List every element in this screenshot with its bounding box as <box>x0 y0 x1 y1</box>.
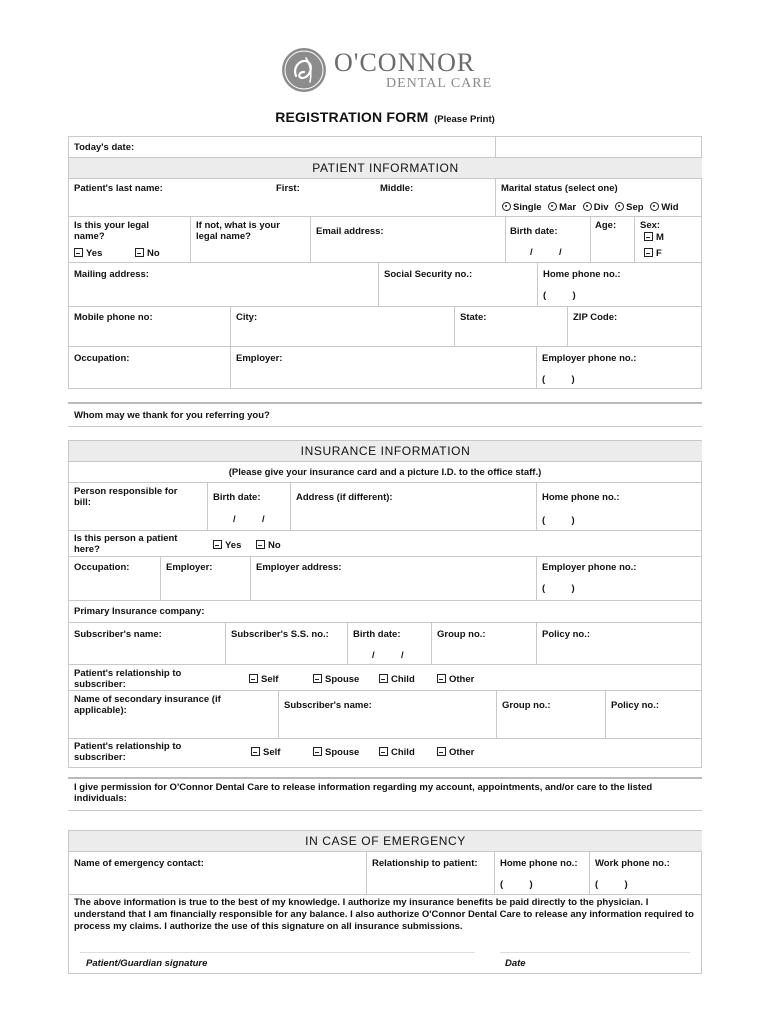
mobile-phone-label: Mobile phone no: <box>74 312 153 323</box>
relationship2-label: Patient's relationship to subscriber: <box>74 741 182 763</box>
home-phone-paren: ( ) <box>543 290 576 301</box>
insurance-note: (Please give your insurance card and a picture I.D. to the office staff.) <box>228 467 542 478</box>
radio-icon <box>583 202 592 211</box>
legal-no-option[interactable]: No <box>135 247 160 259</box>
logo-name: O'CONNOR <box>334 48 476 77</box>
legal-yes-option[interactable]: Yes <box>74 247 102 259</box>
rel-other[interactable]: Other <box>437 673 474 685</box>
rel-spouse[interactable]: Spouse <box>313 673 359 685</box>
checkbox-icon <box>251 747 260 756</box>
permission-text: I give permission for O'Connor Dental Care to release information regarding my account, appointments, and/or care to the listed individuals: <box>74 782 653 804</box>
checkbox-icon <box>135 248 144 257</box>
middle-name-label: Middle: <box>380 183 414 194</box>
rel-self[interactable]: Self <box>249 673 278 685</box>
signature-label: Patient/Guardian signature <box>86 958 208 969</box>
emergency-home-phone-label: Home phone no.: <box>500 858 578 869</box>
mailing-address-label: Mailing address: <box>74 269 149 280</box>
is-patient-no[interactable]: No <box>256 539 281 551</box>
city-label: City: <box>236 312 258 323</box>
insurance-heading: INSURANCE INFORMATION <box>69 440 702 462</box>
logo-sub: DENTAL CARE <box>386 76 493 91</box>
checkbox-icon <box>644 232 653 241</box>
patient-heading: PATIENT INFORMATION <box>69 157 702 179</box>
emergency-relationship-label: Relationship to patient: <box>372 858 478 869</box>
rel2-other[interactable]: Other <box>437 746 474 758</box>
last-name-label: Patient's last name: <box>74 183 163 194</box>
checkbox-icon <box>74 248 83 257</box>
marital-div[interactable]: Div <box>583 202 609 213</box>
marital-options <box>502 201 679 213</box>
occupation-label: Occupation: <box>74 353 130 364</box>
group2-label: Group no.: <box>502 700 551 711</box>
resp-occupation-label: Occupation: <box>74 562 130 573</box>
resp-home-phone-paren: ( ) <box>542 515 575 526</box>
zip-label: ZIP Code: <box>573 312 618 323</box>
primary-company-label: Primary Insurance company: <box>74 606 205 617</box>
group-label: Group no.: <box>437 629 486 640</box>
checkbox-icon <box>644 248 653 257</box>
subscriber-ssn-label: Subscriber's S.S. no.: <box>231 629 329 640</box>
resp-employer-label: Employer: <box>166 562 213 573</box>
checkbox-icon <box>313 747 322 756</box>
marital-wid[interactable]: Wid <box>650 202 678 213</box>
emergency-home-paren: ( ) <box>500 879 533 890</box>
ssn-label: Social Security no.: <box>384 269 473 280</box>
radio-icon <box>615 202 624 211</box>
resp-birth-slashes: / / <box>233 514 265 525</box>
signature-date-label: Date <box>505 958 526 969</box>
resp-employer-phone-label: Employer phone no.: <box>542 562 637 573</box>
rel2-self[interactable]: Self <box>251 746 280 758</box>
logo <box>280 44 495 96</box>
birth-date-label: Birth date: <box>510 226 558 237</box>
birth-date-slashes: / / <box>530 247 562 258</box>
employer-label: Employer: <box>236 353 283 364</box>
age-label: Age: <box>595 220 617 231</box>
resp-employer-phone-paren: ( ) <box>542 583 575 594</box>
subscriber-birth-label: Birth date: <box>353 629 401 640</box>
legal-name-if-not: If not, what is your legal name? <box>196 220 280 242</box>
sex-m-option[interactable]: M <box>644 231 664 243</box>
rel2-child[interactable]: Child <box>379 746 415 758</box>
resp-address-label: Address (if different): <box>296 492 393 503</box>
first-name-label: First: <box>276 183 300 194</box>
radio-icon <box>548 202 557 211</box>
is-patient-yes[interactable]: Yes <box>213 539 241 551</box>
logo-emblem-icon <box>280 46 328 94</box>
form-title-row <box>0 109 770 125</box>
referral-label: Whom may we thank for you referring you? <box>74 410 270 421</box>
marital-sep[interactable]: Sep <box>615 202 643 213</box>
checkbox-icon <box>213 540 222 549</box>
marital-label: Marital status (select one) <box>501 183 618 194</box>
email-label: Email address: <box>316 226 384 237</box>
checkbox-icon <box>379 674 388 683</box>
is-patient-label: Is this person a patient here? <box>74 533 178 555</box>
checkbox-icon <box>313 674 322 683</box>
authorization-statement: The above information is true to the best of my knowledge. I authorize my insurance benefits be paid directly to the physician. I understand that I am financially responsible for any balance. I also authorize O'Connor Dental Care to release any information required to process my claims. I authorize the use of this signature on all insurance submissions. <box>74 897 694 932</box>
resp-employer-address-label: Employer address: <box>256 562 342 573</box>
employer-phone-label: Employer phone no.: <box>542 353 637 364</box>
form-title: REGISTRATION FORM <box>275 109 429 125</box>
checkbox-icon <box>256 540 265 549</box>
form-subtitle: (Please Print) <box>434 114 495 125</box>
policy2-label: Policy no.: <box>611 700 660 711</box>
resp-birth-label: Birth date: <box>213 492 261 503</box>
emergency-work-phone-label: Work phone no.: <box>595 858 670 869</box>
checkbox-icon <box>249 674 258 683</box>
radio-icon <box>502 202 511 211</box>
sex-f-option[interactable]: F <box>644 247 662 259</box>
subscriber-name2-label: Subscriber's name: <box>284 700 372 711</box>
emergency-contact-label: Name of emergency contact: <box>74 858 204 869</box>
legal-name-question: Is this your legal name? <box>74 220 149 242</box>
resp-home-phone-label: Home phone no.: <box>542 492 620 503</box>
checkbox-icon <box>437 747 446 756</box>
radio-icon <box>650 202 659 211</box>
subscriber-name-label: Subscriber's name: <box>74 629 162 640</box>
employer-phone-paren: ( ) <box>542 374 575 385</box>
state-label: State: <box>460 312 487 323</box>
rel-child[interactable]: Child <box>379 673 415 685</box>
rel2-spouse[interactable]: Spouse <box>313 746 359 758</box>
marital-single[interactable]: Single <box>502 202 542 213</box>
emergency-heading: IN CASE OF EMERGENCY <box>69 830 702 852</box>
todays-date-label: Today's date: <box>74 142 135 153</box>
subscriber-birth-slashes: / / <box>372 650 404 661</box>
emergency-work-paren: ( ) <box>595 879 628 890</box>
responsible-label: Person responsible for bill: <box>74 486 178 508</box>
secondary-insurance-label: Name of secondary insurance (if applicable): <box>74 694 221 716</box>
checkbox-icon <box>437 674 446 683</box>
home-phone-label: Home phone no.: <box>543 269 621 280</box>
marital-mar[interactable]: Mar <box>548 202 576 213</box>
sex-label: Sex: <box>640 220 661 231</box>
relationship-label: Patient's relationship to subscriber: <box>74 668 182 690</box>
checkbox-icon <box>379 747 388 756</box>
policy-label: Policy no.: <box>542 629 591 640</box>
